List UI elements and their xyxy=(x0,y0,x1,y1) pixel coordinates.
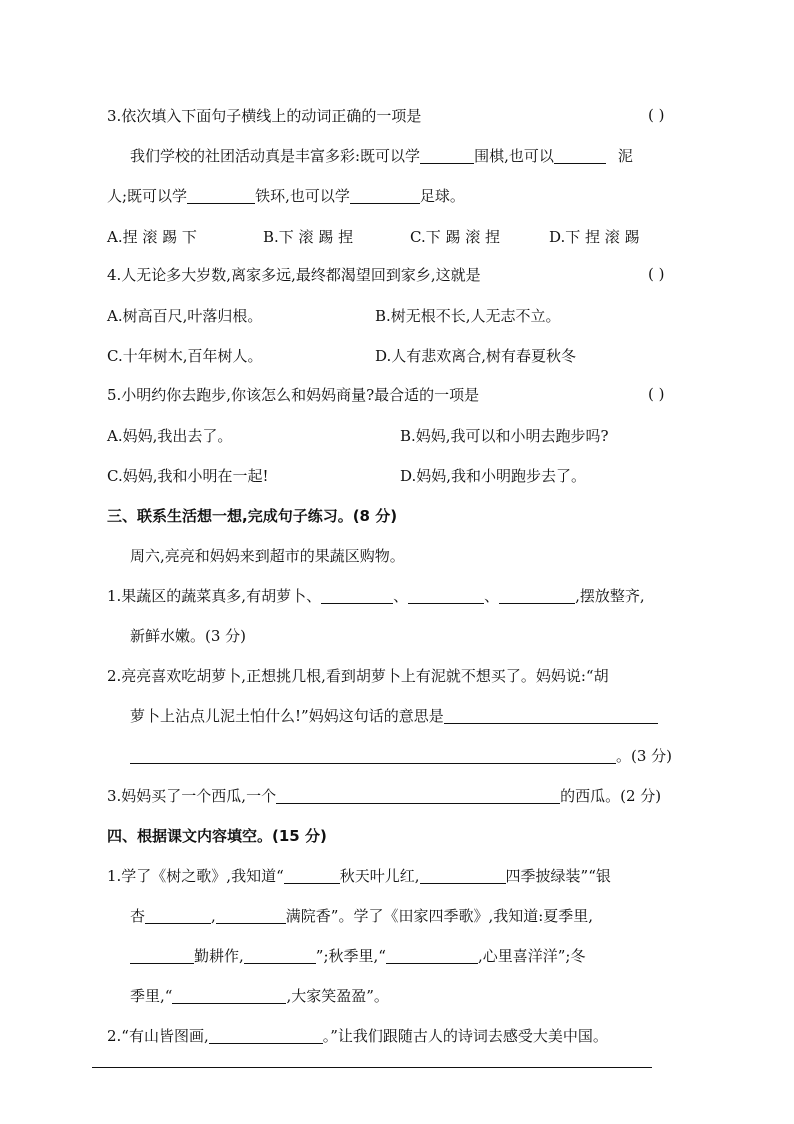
s3-q3-line xyxy=(107,786,661,806)
s4-q2-answer-line[interactable] xyxy=(92,1067,652,1068)
q3-option-d[interactable]: D.下 捏 滚 踢 xyxy=(549,228,640,246)
s4-q1-line2 xyxy=(130,906,593,926)
s4-q1-blank-4[interactable] xyxy=(216,907,286,924)
q5-stem: 5.小明约你去跑步,你该怎么和妈妈商量?最合适的一项是 xyxy=(107,386,480,404)
section3-intro: 周六,亮亮和妈妈来到超市的果蔬区购物。 xyxy=(130,547,405,565)
q3-text-f: 足球。 xyxy=(419,187,465,205)
q3-stem: 3.依次填入下面句子横线上的动词正确的一项是 xyxy=(107,107,422,125)
s4-q1-blank-7[interactable] xyxy=(386,947,478,964)
s3-q1-text-a: 1.果蔬区的蔬菜真多,有胡萝卜、 xyxy=(107,587,322,605)
q4-answer-paren[interactable]: ( ) xyxy=(648,265,665,283)
q5-option-c[interactable]: C.妈妈,我和小明在一起! xyxy=(107,467,269,485)
q3-option-a[interactable]: A.捏 滚 踢 下 xyxy=(107,228,197,246)
q3-blank-3[interactable] xyxy=(187,187,255,204)
s4-q1-blank-5[interactable] xyxy=(130,947,194,964)
s4-q2-line xyxy=(107,1026,608,1046)
q5-answer-paren[interactable]: ( ) xyxy=(648,385,665,403)
s3-q2-text-b: 萝卜上沾点儿泥土怕什么!”妈妈这句话的意思是 xyxy=(130,707,444,725)
s3-q1-blank-2[interactable] xyxy=(408,587,484,604)
q4-option-d[interactable]: D.人有悲欢离合,树有春夏秋冬 xyxy=(375,347,577,365)
q3-option-b[interactable]: B.下 滚 踢 捏 xyxy=(263,228,354,246)
s3-q2-blank-2[interactable] xyxy=(130,747,616,764)
s3-q1-blank-1[interactable] xyxy=(321,587,393,604)
s4-q1-line3 xyxy=(130,946,585,966)
q3-answer-paren[interactable]: ( ) xyxy=(648,106,665,124)
s3-q1-text-c: 新鲜水嫩。(3 分) xyxy=(130,627,247,645)
s3-q2-line3 xyxy=(130,746,672,766)
s3-q3-blank[interactable] xyxy=(276,787,560,804)
s3-q1-sep2: 、 xyxy=(484,587,500,605)
q3-options xyxy=(107,227,707,247)
s4-q1-l4a: 季里,“ xyxy=(130,987,173,1005)
s4-q1-l3b: ”;秋季里,“ xyxy=(315,947,386,965)
q3-text-a: 我们学校的社团活动真是丰富多彩:既可以学 xyxy=(130,147,421,165)
s4-q1-l1b: 秋天叶儿红, xyxy=(339,867,420,885)
q3-blank-4[interactable] xyxy=(350,187,420,204)
s4-q1-blank-6[interactable] xyxy=(244,947,316,964)
s4-q1-line4 xyxy=(130,986,389,1006)
s4-q1-blank-8[interactable] xyxy=(172,987,286,1004)
s4-q1-l3a: 勤耕作, xyxy=(194,947,244,965)
s3-q1-sep1: 、 xyxy=(393,587,409,605)
s4-q1-l1c: 四季披绿装”“银 xyxy=(505,867,611,885)
q4-option-c[interactable]: C.十年树木,百年树人。 xyxy=(107,347,263,365)
s4-q1-l2b: , xyxy=(211,907,216,925)
q3-blank-1[interactable] xyxy=(420,147,474,164)
s4-q1-l2c: 满院香”。学了《田家四季歌》,我知道:夏季里, xyxy=(285,907,594,925)
s4-q2-text-b: 。”让我们跟随古人的诗词去感受大美中国。 xyxy=(322,1027,608,1045)
q3-sentence-line2 xyxy=(107,186,465,206)
s3-q1-text-b: ,摆放整齐, xyxy=(575,587,645,605)
q5-option-a[interactable]: A.妈妈,我出去了。 xyxy=(107,427,233,445)
s3-q3-text-a: 3.妈妈买了一个西瓜,一个 xyxy=(107,787,277,805)
s3-q3-text-b: 的西瓜。(2 分) xyxy=(560,787,662,805)
s3-q1-blank-3[interactable] xyxy=(499,587,575,604)
s4-q1-l1a: 1.学了《树之歌》,我知道“ xyxy=(107,867,284,885)
s4-q1-l3c: ,心里喜洋洋”;冬 xyxy=(477,947,586,965)
section4-title: 四、根据课文内容填空。(15 分) xyxy=(107,827,327,845)
s4-q1-blank-3[interactable] xyxy=(145,907,211,924)
s3-q2-text-c: 。(3 分) xyxy=(616,747,673,765)
section3-title: 三、联系生活想一想,完成句子练习。(8 分) xyxy=(107,507,398,525)
s4-q1-blank-1[interactable] xyxy=(284,867,340,884)
q3-text-e: 铁环,也可以学 xyxy=(255,187,350,205)
q3-text-c: 泥 xyxy=(617,147,633,165)
s4-q1-l4b: ,大家笑盈盈”。 xyxy=(286,987,389,1005)
s4-q1-line1 xyxy=(107,866,611,886)
q3-sentence-line1 xyxy=(130,146,633,166)
q4-option-b[interactable]: B.树无根不长,人无志不立。 xyxy=(375,307,561,325)
s4-q1-blank-2[interactable] xyxy=(420,867,506,884)
s3-q2-text-a: 2.亮亮喜欢吃胡萝卜,正想挑几根,看到胡萝卜上有泥就不想买了。妈妈说:“胡 xyxy=(107,667,609,685)
s4-q1-l2a: 杏 xyxy=(130,907,146,925)
s3-q2-line2 xyxy=(130,706,658,726)
q3-blank-2[interactable] xyxy=(554,147,606,164)
q3-option-c[interactable]: C.下 踢 滚 捏 xyxy=(410,228,501,246)
q3-text-d: 人;既可以学 xyxy=(107,187,188,205)
q4-option-a[interactable]: A.树高百尺,叶落归根。 xyxy=(107,307,263,325)
q4-stem: 4.人无论多大岁数,离家多远,最终都渴望回到家乡,这就是 xyxy=(107,266,481,284)
s4-q2-blank[interactable] xyxy=(209,1027,323,1044)
s4-q2-text-a: 2.“有山皆图画, xyxy=(107,1027,209,1045)
s3-q1-line1 xyxy=(107,586,645,606)
s3-q2-blank-1[interactable] xyxy=(444,707,658,724)
q5-option-b[interactable]: B.妈妈,我可以和小明去跑步吗? xyxy=(400,427,609,445)
q5-option-d[interactable]: D.妈妈,我和小明跑步去了。 xyxy=(400,467,587,485)
q3-text-b: 围棋,也可以 xyxy=(474,147,554,165)
